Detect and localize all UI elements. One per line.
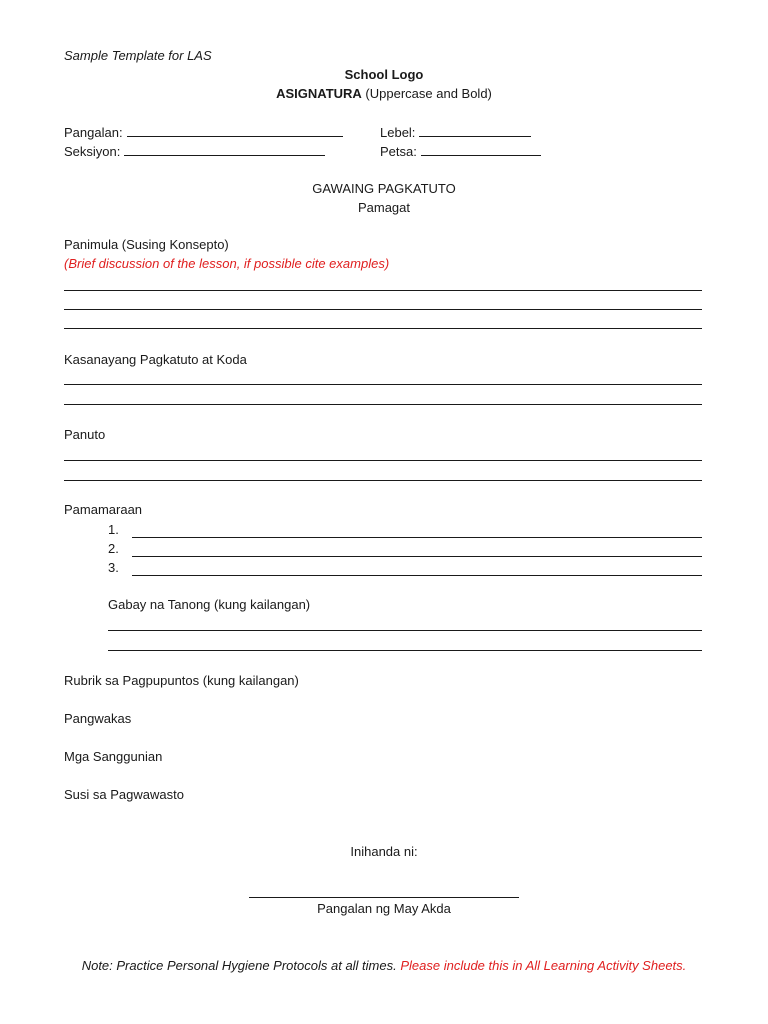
footer-note-red: Please include this in All Learning Activity Sheets. bbox=[400, 958, 687, 973]
intro-line-1[interactable] bbox=[64, 290, 702, 291]
subject-note: (Uppercase and Bold) bbox=[365, 86, 492, 101]
guide-questions-line-1[interactable] bbox=[108, 630, 702, 631]
section-label: Seksiyon: bbox=[64, 144, 121, 159]
competency-title: Kasanayang Pagkatuto at Koda bbox=[64, 352, 247, 367]
procedure-title: Pamamaraan bbox=[64, 502, 143, 517]
procedure-item-2-line[interactable] bbox=[132, 556, 702, 557]
name-label: Pangalan: bbox=[64, 125, 123, 140]
competency-line-1[interactable] bbox=[64, 384, 702, 385]
procedure-item-1-number: 1. bbox=[108, 522, 119, 537]
procedure-item-3-number: 3. bbox=[108, 560, 119, 575]
name-field bbox=[64, 124, 343, 141]
section-field bbox=[64, 143, 325, 160]
activity-subtitle: Pamagat bbox=[357, 200, 411, 215]
references-title: Mga Sanggunian bbox=[64, 749, 163, 764]
template-note: Sample Template for LAS bbox=[64, 48, 212, 63]
procedure-item-3-line[interactable] bbox=[132, 575, 702, 576]
footer-note bbox=[0, 958, 768, 974]
author-name-label: Pangalan ng May Akda bbox=[317, 901, 451, 916]
rubric-title: Rubrik sa Pagpupuntos (kung kailangan) bbox=[64, 673, 299, 688]
level-blank-line[interactable] bbox=[419, 124, 531, 137]
guide-questions-title: Gabay na Tanong (kung kailangan) bbox=[108, 597, 311, 612]
directions-line-2[interactable] bbox=[64, 480, 702, 481]
school-logo-placeholder: School Logo bbox=[344, 67, 424, 82]
prepared-by-label: Inihanda ni: bbox=[350, 844, 418, 859]
date-field bbox=[380, 143, 541, 160]
name-blank-line[interactable] bbox=[127, 124, 343, 137]
section-blank-line[interactable] bbox=[124, 143, 325, 156]
answer-key-title: Susi sa Pagwawasto bbox=[64, 787, 184, 802]
level-label: Lebel: bbox=[380, 125, 416, 140]
subject-heading bbox=[0, 86, 768, 102]
directions-line-1[interactable] bbox=[64, 460, 702, 461]
footer-note-black: Note: Practice Personal Hygiene Protocols at all times. bbox=[81, 958, 397, 973]
signature-line[interactable] bbox=[249, 897, 519, 898]
intro-line-3[interactable] bbox=[64, 328, 702, 329]
procedure-item-2-number: 2. bbox=[108, 541, 119, 556]
level-field bbox=[380, 124, 531, 141]
intro-hint: (Brief discussion of the lesson, if possible cite examples) bbox=[64, 256, 390, 271]
intro-title: Panimula (Susing Konsepto) bbox=[64, 237, 229, 252]
date-label: Petsa: bbox=[380, 144, 417, 159]
subject-bold: ASIGNATURA bbox=[276, 86, 362, 101]
guide-questions-line-2[interactable] bbox=[108, 650, 702, 651]
intro-line-2[interactable] bbox=[64, 309, 702, 310]
activity-title: GAWAING PAGKATUTO bbox=[312, 181, 456, 196]
closing-title: Pangwakas bbox=[64, 711, 132, 726]
date-blank-line[interactable] bbox=[421, 143, 541, 156]
procedure-item-1-line[interactable] bbox=[132, 537, 702, 538]
competency-line-2[interactable] bbox=[64, 404, 702, 405]
directions-title: Panuto bbox=[64, 427, 106, 442]
